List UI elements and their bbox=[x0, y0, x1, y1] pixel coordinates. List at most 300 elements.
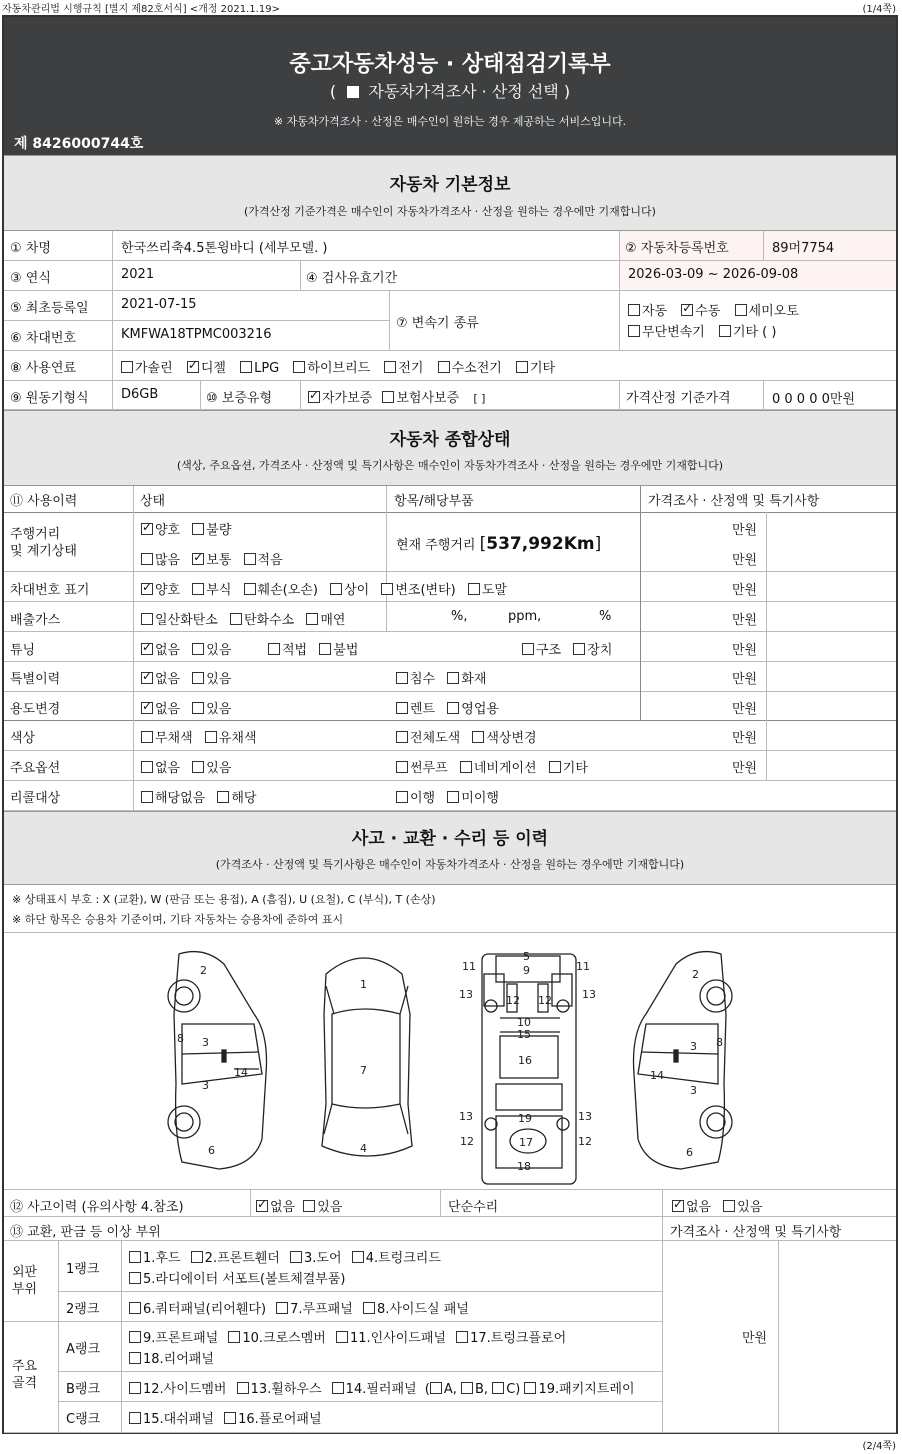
emission-hc-checkbox[interactable] bbox=[230, 613, 242, 625]
fuel-gasoline-checkbox[interactable] bbox=[121, 361, 133, 373]
trans-semi-checkbox[interactable] bbox=[735, 304, 747, 316]
transmission-options-row2 bbox=[628, 321, 776, 340]
warranty-insurer-label: 보험사보증 bbox=[396, 391, 460, 406]
option-yes-checkbox[interactable] bbox=[192, 761, 204, 773]
label-13-left-top: 13 bbox=[459, 988, 473, 1001]
special-history-options bbox=[141, 668, 231, 687]
recall-options bbox=[141, 787, 257, 806]
usage-none-label: 없음 bbox=[155, 702, 181, 717]
usage-none-checkbox[interactable] bbox=[141, 702, 153, 714]
left-side-view bbox=[168, 952, 267, 1169]
side-sill-checkbox[interactable] bbox=[363, 1302, 375, 1314]
label-13-right-top: 13 bbox=[582, 988, 596, 1001]
rank2-label: 2랭크 bbox=[66, 1302, 100, 1317]
mileage-price-unit-1: 만원 bbox=[732, 523, 758, 538]
special-flood-label: 침수 bbox=[410, 672, 436, 687]
label-3-left-b: 3 bbox=[202, 1079, 209, 1092]
vin-good-checkbox[interactable] bbox=[141, 583, 153, 595]
page-indicator: (1/4쪽) bbox=[862, 4, 896, 15]
tuning-device-checkbox[interactable] bbox=[573, 643, 585, 655]
recall-done-label: 이행 bbox=[410, 791, 436, 806]
mileage-normal-label: 보통 bbox=[206, 553, 232, 568]
mileage-high-checkbox[interactable] bbox=[141, 553, 153, 565]
label-10: 10 bbox=[517, 1016, 531, 1029]
subtitle-paren-open: ( bbox=[329, 82, 337, 101]
recall-none-label: 해당없음 bbox=[155, 791, 206, 806]
trans-auto-checkbox[interactable] bbox=[628, 304, 640, 316]
mileage-label: 주행거리 및 계기상태 bbox=[10, 527, 77, 559]
vin-altered-label: 변조(변타) bbox=[395, 583, 456, 598]
emission-hc-label: 탄화수소 bbox=[243, 613, 295, 628]
vin-mark-options bbox=[141, 579, 507, 598]
warranty-self-label: 자가보증 bbox=[322, 391, 373, 406]
label-5: 5 bbox=[523, 950, 530, 963]
fuel-other-label: 기타 bbox=[529, 361, 556, 376]
pillar-c-checkbox[interactable] bbox=[492, 1382, 504, 1394]
year-value: 2021 bbox=[121, 267, 155, 282]
emission-smoke-checkbox[interactable] bbox=[306, 613, 318, 625]
current-mileage: 현재 주행거리 [537,992Km] bbox=[396, 534, 602, 554]
label-6-left: 6 bbox=[208, 1144, 215, 1157]
status-title: 자동차 종합상태 bbox=[389, 430, 511, 450]
top-view bbox=[322, 958, 412, 1156]
hood-checkbox[interactable] bbox=[129, 1251, 141, 1263]
rankA-label: A랭크 bbox=[66, 1342, 101, 1357]
basic-info-section-header bbox=[4, 155, 896, 231]
main-frame-label: 주요 골격 bbox=[12, 1359, 38, 1391]
dash-panel-checkbox[interactable] bbox=[129, 1412, 141, 1424]
label-8-right: 8 bbox=[716, 1036, 723, 1049]
emission-unit-1: %, bbox=[451, 609, 468, 624]
frame-view bbox=[482, 954, 576, 1184]
vin-price-unit: 만원 bbox=[732, 583, 758, 598]
label-11-left: 11 bbox=[462, 960, 476, 973]
pillar-panel-label: 14.필러패널 bbox=[345, 1382, 417, 1397]
right-side-view bbox=[634, 952, 733, 1169]
side-sill-label: 8.사이드실 패널 bbox=[376, 1302, 469, 1317]
option-other-label: 기타 bbox=[562, 761, 588, 776]
inside-panel-label: 11.인사이드패널 bbox=[349, 1331, 446, 1346]
option-none-checkbox[interactable] bbox=[141, 761, 153, 773]
rank1-items bbox=[129, 1247, 441, 1266]
car-name-label: ① 차명 bbox=[10, 241, 51, 256]
tuning-type-options bbox=[522, 639, 612, 658]
pillar-c-label: C bbox=[506, 1382, 516, 1397]
recall-yes-label: 해당 bbox=[231, 791, 257, 806]
simple-repair-yes-label: 있음 bbox=[737, 1200, 763, 1215]
label-14-left: 14 bbox=[234, 1066, 248, 1079]
vin-label: ⑥ 차대번호 bbox=[10, 331, 77, 346]
radiator-support-checkbox[interactable] bbox=[129, 1272, 141, 1284]
color-price-unit: 만원 bbox=[732, 731, 758, 746]
label-11-right: 11 bbox=[576, 960, 590, 973]
usage-change-options bbox=[141, 698, 231, 717]
usage-rent-checkbox[interactable] bbox=[396, 702, 408, 714]
trunk-lid-checkbox[interactable] bbox=[352, 1251, 364, 1263]
option-other-checkbox[interactable] bbox=[549, 761, 561, 773]
trans-auto-label: 자동 bbox=[642, 304, 668, 319]
side-member-checkbox[interactable] bbox=[129, 1382, 141, 1394]
pillar-panel-checkbox[interactable] bbox=[332, 1382, 344, 1394]
label-3-right-b: 3 bbox=[690, 1084, 697, 1097]
form-reference: 자동차관리법 시행규칙 [별지 제82호서식] <개정 2021.1.19> bbox=[2, 4, 280, 15]
warranty-self-checkbox[interactable] bbox=[308, 391, 320, 403]
page-indicator-bottom: (2/4쪽) bbox=[862, 1441, 896, 1452]
rankC-items bbox=[129, 1408, 322, 1427]
subtitle-text: 자동차가격조사 · 산정 선택 bbox=[368, 82, 559, 101]
base-price-unit: 만원 bbox=[829, 392, 856, 407]
recall-none-checkbox[interactable] bbox=[141, 791, 153, 803]
package-tray-label: 19.패키지트레이 bbox=[538, 1382, 635, 1397]
vin-mark-label: 차대번호 표기 bbox=[10, 583, 90, 598]
accident-none-label: 없음 bbox=[270, 1200, 296, 1215]
basic-info-title: 자동차 기본정보 bbox=[389, 175, 511, 195]
vin-damage-label: 훼손(오손) bbox=[257, 583, 318, 598]
usage-history-header: ⑪ 사용이력 bbox=[10, 494, 78, 509]
usage-yes-checkbox[interactable] bbox=[192, 702, 204, 714]
tuning-legality-options bbox=[268, 639, 358, 658]
status-note: (색상, 주요옵션, 가격조사 · 산정액 및 특기사항은 매수인이 자동차가격조사 · 산정을 원하는 경우에만 기재합니다) bbox=[176, 459, 724, 472]
transmission-options-row1 bbox=[628, 300, 799, 319]
quarter-panel-label: 6.쿼터패널(리어휀다) bbox=[143, 1302, 267, 1317]
simple-repair-options bbox=[672, 1196, 762, 1215]
mileage-high-label: 많음 bbox=[155, 553, 181, 568]
status-code-legend: ※ 상태표시 부호 : X (교환), W (판금 또는 용접), A (흠집), U (요철), C (부식), T (손상) bbox=[12, 893, 436, 906]
label-12-b: 12 bbox=[538, 994, 552, 1007]
front-panel-checkbox[interactable] bbox=[129, 1331, 141, 1343]
vin-altered-checkbox[interactable] bbox=[381, 583, 393, 595]
label-2-right: 2 bbox=[692, 968, 699, 981]
first-reg-value: 2021-07-15 bbox=[121, 297, 197, 312]
label-18: 18 bbox=[517, 1160, 531, 1173]
trunk-floor-checkbox[interactable] bbox=[456, 1331, 468, 1343]
inspection-label: ④ 검사유효기간 bbox=[306, 271, 398, 286]
wheel-house-label: 13.휠하우스 bbox=[250, 1382, 322, 1397]
warranty-options bbox=[308, 387, 485, 406]
vin-corrosion-checkbox[interactable] bbox=[192, 583, 204, 595]
diagram-part-numbers bbox=[177, 950, 723, 1173]
tuning-yes-checkbox[interactable] bbox=[192, 643, 204, 655]
recall-done-checkbox[interactable] bbox=[396, 791, 408, 803]
label-9: 9 bbox=[523, 964, 530, 977]
recall-status-options bbox=[396, 787, 499, 806]
trans-other-checkbox[interactable] bbox=[719, 325, 731, 337]
emission-unit-2: ppm, bbox=[508, 609, 542, 624]
engine-value: D6GB bbox=[121, 387, 159, 402]
tuning-illegal-checkbox[interactable] bbox=[319, 643, 331, 655]
emission-price-unit: 만원 bbox=[732, 613, 758, 628]
door-label: 3.도어 bbox=[304, 1251, 342, 1266]
quarter-panel-checkbox[interactable] bbox=[129, 1302, 141, 1314]
front-fender-checkbox[interactable] bbox=[191, 1251, 203, 1263]
special-history-label: 특별이력 bbox=[10, 672, 61, 687]
mileage-good-label: 양호 bbox=[155, 523, 181, 538]
inside-panel-checkbox[interactable] bbox=[336, 1331, 348, 1343]
floor-panel-label: 16.플로어패널 bbox=[238, 1412, 322, 1427]
color-chromatic-checkbox[interactable] bbox=[205, 731, 217, 743]
price-remark-header: 가격조사 · 산정액 및 특기사항 bbox=[648, 494, 820, 509]
pillar-b-label: B, bbox=[474, 1382, 489, 1397]
usage-type-options bbox=[396, 698, 499, 717]
main-options-label: 주요옵션 bbox=[10, 761, 61, 776]
inspection-value: 2026-03-09 ~ 2026-09-08 bbox=[628, 267, 799, 282]
simple-repair-none-checkbox[interactable] bbox=[672, 1200, 684, 1212]
color-achromatic-checkbox[interactable] bbox=[141, 731, 153, 743]
emission-co-label: 일산화탄소 bbox=[155, 613, 218, 628]
emission-smoke-label: 매연 bbox=[320, 613, 346, 628]
option-type-options bbox=[396, 757, 588, 776]
rank2-items bbox=[129, 1298, 469, 1317]
document-subtitle bbox=[4, 79, 896, 102]
fuel-hydrogen-checkbox[interactable] bbox=[438, 361, 450, 373]
rankC-label: C랭크 bbox=[66, 1412, 101, 1427]
trunk-lid-label: 4.트렁크리드 bbox=[365, 1251, 441, 1266]
label-3-left-a: 3 bbox=[202, 1036, 209, 1049]
subtitle-paren-close: ) bbox=[563, 82, 571, 101]
document-title: 중고자동차성능 · 상태점검기록부 bbox=[289, 52, 611, 77]
recall-notdone-label: 미이행 bbox=[461, 791, 499, 806]
vin-damage-checkbox[interactable] bbox=[244, 583, 256, 595]
label-2-left: 2 bbox=[200, 964, 207, 977]
simple-repair-none-label: 없음 bbox=[686, 1200, 712, 1215]
vin-corrosion-label: 부식 bbox=[206, 583, 232, 598]
mileage-bad-checkbox[interactable] bbox=[192, 523, 204, 535]
tuning-none-label: 없음 bbox=[155, 643, 181, 658]
engine-label: ⑨ 원동기형식 bbox=[10, 391, 89, 406]
color-chromatic-label: 유채색 bbox=[218, 731, 257, 746]
wheel-house-checkbox[interactable] bbox=[237, 1382, 249, 1394]
option-sunroof-checkbox[interactable] bbox=[396, 761, 408, 773]
vin-smeared-label: 도말 bbox=[481, 583, 507, 598]
option-navigation-checkbox[interactable] bbox=[460, 761, 472, 773]
current-mileage-label: 현재 주행거리 bbox=[396, 538, 476, 553]
warranty-bracket: [ ] bbox=[473, 392, 486, 405]
door-checkbox[interactable] bbox=[290, 1251, 302, 1263]
mileage-amount-options bbox=[141, 549, 283, 568]
accident-history-label: ⑫ 사고이력 (유의사항 4.참조) bbox=[10, 1200, 184, 1215]
tuning-illegal-label: 불법 bbox=[333, 643, 359, 658]
roof-panel-checkbox[interactable] bbox=[276, 1302, 288, 1314]
fuel-other-checkbox[interactable] bbox=[516, 361, 528, 373]
label-13-right-bottom: 13 bbox=[578, 1110, 592, 1123]
emission-options bbox=[141, 609, 345, 628]
label-14-right: 14 bbox=[650, 1069, 664, 1082]
label-1: 1 bbox=[360, 978, 367, 991]
current-mileage-value: 537,992Km bbox=[486, 534, 595, 554]
color-achromatic-label: 무채색 bbox=[155, 731, 193, 746]
price-select-checkbox[interactable] bbox=[347, 86, 359, 98]
exchange-price-unit: 만원 bbox=[742, 1331, 768, 1346]
trunk-floor-label: 17.트렁크플로어 bbox=[470, 1331, 567, 1346]
package-tray-checkbox[interactable] bbox=[524, 1382, 536, 1394]
radiator-support-label: 5.라디에이터 서포트(볼트체결부품) bbox=[143, 1272, 346, 1287]
label-8-left: 8 bbox=[177, 1032, 184, 1045]
status-section-header bbox=[4, 410, 896, 486]
accident-section-header bbox=[4, 811, 896, 885]
tuning-price-unit: 만원 bbox=[732, 643, 758, 658]
vin-differ-checkbox[interactable] bbox=[330, 583, 342, 595]
emission-co-checkbox[interactable] bbox=[141, 613, 153, 625]
fuel-hybrid-label: 하이브리드 bbox=[307, 361, 371, 376]
pillar-a-checkbox[interactable] bbox=[430, 1382, 442, 1394]
form-reference-line bbox=[2, 0, 900, 14]
fuel-lpg-checkbox[interactable] bbox=[240, 361, 252, 373]
fuel-electric-checkbox[interactable] bbox=[384, 361, 396, 373]
vin-smeared-checkbox[interactable] bbox=[468, 583, 480, 595]
option-sunroof-label: 썬루프 bbox=[410, 761, 448, 776]
fuel-diesel-checkbox[interactable] bbox=[187, 361, 199, 373]
side-member-label: 12.사이드멤버 bbox=[143, 1382, 227, 1397]
accident-title: 사고 · 교환 · 수리 등 이력 bbox=[351, 829, 549, 849]
label-6-right: 6 bbox=[686, 1146, 693, 1159]
tuning-options bbox=[141, 639, 231, 658]
label-4: 4 bbox=[360, 1142, 367, 1155]
recall-label: 리콜대상 bbox=[10, 791, 61, 806]
reg-number-value: 89머7754 bbox=[772, 241, 835, 256]
pillar-a-label: A, bbox=[443, 1382, 457, 1397]
special-fire-label: 화재 bbox=[461, 672, 487, 687]
usage-yes-label: 있음 bbox=[206, 702, 232, 717]
mileage-bad-label: 불량 bbox=[206, 523, 232, 538]
rear-panel-checkbox[interactable] bbox=[129, 1352, 141, 1364]
cross-member-label: 10.크로스멤버 bbox=[242, 1331, 326, 1346]
rankA-items-2 bbox=[129, 1348, 214, 1367]
trans-manual-label: 수동 bbox=[695, 304, 721, 319]
usage-change-label: 용도변경 bbox=[10, 702, 61, 717]
special-none-checkbox[interactable] bbox=[141, 672, 153, 684]
tuning-legal-checkbox[interactable] bbox=[268, 643, 280, 655]
dash-panel-label: 15.대쉬패널 bbox=[143, 1412, 214, 1427]
outer-panel-label: 외판 부위 bbox=[12, 1265, 38, 1297]
usage-business-label: 영업용 bbox=[461, 702, 499, 717]
label-15: 15 bbox=[517, 1028, 531, 1041]
tuning-structure-label: 구조 bbox=[536, 643, 562, 658]
special-yes-checkbox[interactable] bbox=[192, 672, 204, 684]
label-12-a: 12 bbox=[506, 994, 520, 1007]
emission-label: 배출가스 bbox=[10, 613, 61, 628]
color-change-label: 색상변경 bbox=[486, 731, 537, 746]
warranty-insurer-checkbox[interactable] bbox=[382, 391, 394, 403]
trans-other-label: 기타 ( ) bbox=[732, 325, 777, 340]
document-number: 제 8426000744호 bbox=[14, 136, 144, 152]
reg-number-label: ② 자동차등록번호 bbox=[625, 241, 729, 256]
recall-notdone-checkbox[interactable] bbox=[447, 791, 459, 803]
label-12-left-bottom: 12 bbox=[460, 1135, 474, 1148]
label-17: 17 bbox=[519, 1136, 533, 1149]
vin-value: KMFWA18TPMC003216 bbox=[121, 327, 272, 342]
base-price-digits: 0 0 0 0 0 bbox=[772, 392, 830, 407]
option-none-label: 없음 bbox=[155, 761, 181, 776]
color-options bbox=[141, 727, 257, 746]
document-header bbox=[4, 17, 896, 155]
rankB-items: 12.사이드멤버 13.휠하우스 14.필러패널 ( A, B, C) 19.패키지트레이 bbox=[129, 1378, 635, 1397]
simple-repair-label: 단순수리 bbox=[448, 1200, 499, 1215]
fuel-diesel-label: 디젤 bbox=[200, 361, 226, 376]
fuel-electric-label: 전기 bbox=[398, 361, 424, 376]
color-label: 색상 bbox=[10, 731, 36, 746]
accident-note: (가격조사 · 산정액 및 특기사항은 매수인이 자동차가격조사 · 산정을 원하는 경우에만 기재합니다) bbox=[215, 858, 685, 871]
year-label: ③ 연식 bbox=[10, 271, 51, 286]
fuel-lpg-label: LPG bbox=[254, 361, 280, 376]
trans-semi-label: 세미오토 bbox=[748, 304, 799, 319]
option-price-unit: 만원 bbox=[732, 761, 758, 776]
special-price-unit: 만원 bbox=[732, 672, 758, 687]
mileage-low-label: 적음 bbox=[257, 553, 283, 568]
car-name-value: 한국쓰리축4.5톤윙바디 (세부모델. ) bbox=[121, 241, 328, 256]
vin-good-label: 양호 bbox=[155, 583, 181, 598]
special-yes-label: 있음 bbox=[206, 672, 232, 687]
emission-unit-3: % bbox=[599, 609, 612, 624]
base-price-label: 가격산정 기준가격 bbox=[626, 391, 731, 406]
color-change-options bbox=[396, 727, 537, 746]
recall-yes-checkbox[interactable] bbox=[217, 791, 229, 803]
color-change-checkbox[interactable] bbox=[472, 731, 484, 743]
accident-none-checkbox[interactable] bbox=[256, 1200, 268, 1212]
fuel-label: ⑧ 사용연료 bbox=[10, 361, 77, 376]
usage-business-checkbox[interactable] bbox=[447, 702, 459, 714]
floor-panel-checkbox[interactable] bbox=[224, 1412, 236, 1424]
rank1-label: 1랭크 bbox=[66, 1262, 100, 1277]
trans-manual-checkbox[interactable] bbox=[681, 304, 693, 316]
main-options-options bbox=[141, 757, 231, 776]
cross-member-checkbox[interactable] bbox=[228, 1331, 240, 1343]
base-price-value bbox=[772, 388, 855, 407]
hood-label: 1.후드 bbox=[143, 1251, 181, 1266]
mileage-low-checkbox[interactable] bbox=[244, 553, 256, 565]
tuning-none-checkbox[interactable] bbox=[141, 643, 153, 655]
color-full-paint-label: 전체도색 bbox=[410, 731, 461, 746]
basic-info-note: (가격산정 기준가격은 매수인이 자동차가격조사 · 산정을 원하는 경우에만 기재합니다) bbox=[244, 205, 656, 218]
header-note: ※ 자동차가격조사 · 산정은 매수인이 원하는 경우 제공하는 서비스입니다. bbox=[273, 115, 627, 128]
mileage-condition-options bbox=[141, 519, 231, 538]
mileage-normal-checkbox[interactable] bbox=[192, 553, 204, 565]
special-type-options bbox=[396, 668, 486, 687]
tuning-device-label: 장치 bbox=[587, 643, 613, 658]
tuning-structure-checkbox[interactable] bbox=[522, 643, 534, 655]
special-none-label: 없음 bbox=[155, 672, 181, 687]
rank1-items-2 bbox=[129, 1268, 346, 1287]
label-3-right-a: 3 bbox=[690, 1040, 697, 1053]
exchange-price-header: 가격조사 · 산정액 및 특기사항 bbox=[670, 1225, 842, 1240]
pillar-b-checkbox[interactable] bbox=[461, 1382, 473, 1394]
mileage-good-checkbox[interactable] bbox=[141, 523, 153, 535]
rankA-items bbox=[129, 1327, 566, 1346]
label-12-right-bottom: 12 bbox=[578, 1135, 592, 1148]
exchange-label: ⑬ 교환, 판금 등 이상 부위 bbox=[10, 1225, 161, 1240]
option-navigation-label: 네비게이션 bbox=[473, 761, 537, 776]
accident-yes-checkbox[interactable] bbox=[303, 1200, 315, 1212]
warranty-label: ⑩ 보증유형 bbox=[206, 391, 273, 406]
trans-cvt-checkbox[interactable] bbox=[628, 325, 640, 337]
label-16: 16 bbox=[518, 1054, 532, 1067]
roof-panel-label: 7.루프패널 bbox=[290, 1302, 353, 1317]
fuel-hybrid-checkbox[interactable] bbox=[293, 361, 305, 373]
mileage-price-unit-2: 만원 bbox=[732, 553, 758, 568]
front-fender-label: 2.프론트휀더 bbox=[204, 1251, 280, 1266]
special-flood-checkbox[interactable] bbox=[396, 672, 408, 684]
simple-repair-yes-checkbox[interactable] bbox=[723, 1200, 735, 1212]
color-full-paint-checkbox[interactable] bbox=[396, 731, 408, 743]
passenger-car-note: ※ 하단 항목은 승용차 기준이며, 기타 자동차는 승용차에 준하여 표시 bbox=[12, 913, 344, 926]
tuning-yes-label: 있음 bbox=[206, 643, 232, 658]
special-fire-checkbox[interactable] bbox=[447, 672, 459, 684]
status-header: 상태 bbox=[140, 494, 166, 509]
front-panel-label: 9.프론트패널 bbox=[143, 1331, 219, 1346]
usage-rent-label: 렌트 bbox=[410, 702, 436, 717]
tuning-legal-label: 적법 bbox=[282, 643, 308, 658]
accident-yes-label: 있음 bbox=[317, 1200, 343, 1215]
vin-differ-label: 상이 bbox=[344, 583, 370, 598]
